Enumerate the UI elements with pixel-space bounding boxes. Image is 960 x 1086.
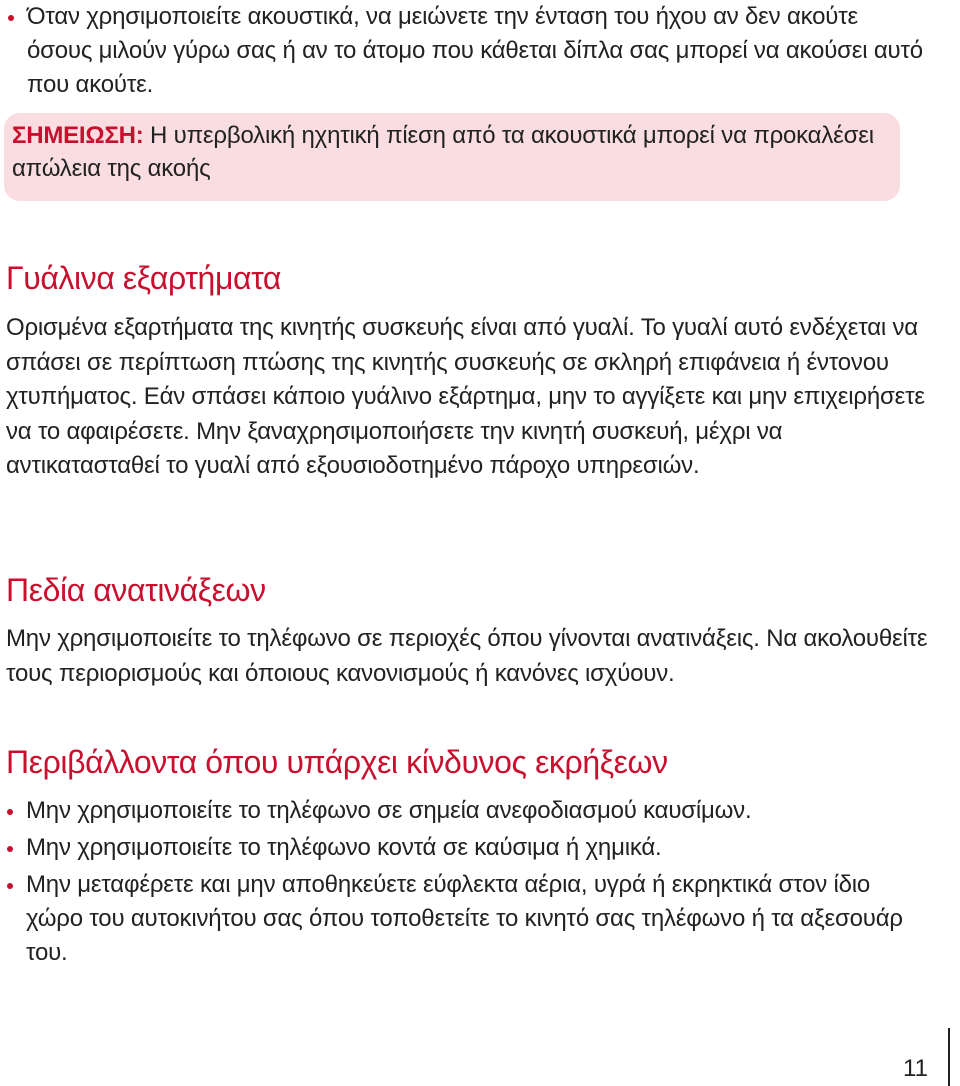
glass-parts-heading: Γυάλινα εξαρτήματα [6, 260, 281, 296]
note-text [12, 119, 892, 185]
explosive-atmosphere-heading: Περιβάλλοντα όπου υπάρχει κίνδυνος εκρήξεων [6, 744, 668, 780]
blasting-area-heading: Πεδία ανατινάξεων [6, 572, 266, 608]
bullet-dot-icon [8, 15, 14, 21]
note-body: Η υπερβολική ηχητική πίεση από τα ακουστικά μπορεί να προκαλέσει απώλεια της ακοής [12, 122, 874, 182]
page-number: 11 [903, 1055, 928, 1082]
headphone-volume-bullet [5, 0, 927, 102]
list-item-text: Μην χρησιμοποιείτε το τηλέφωνο κοντά σε καύσιμα ή χημικά. [26, 834, 662, 861]
bullet-dot-icon [7, 846, 13, 852]
glass-parts-paragraph: Ορισμένα εξαρτήματα της κινητής συσκευής είναι από γυαλί. Το γυαλί αυτό ενδέχεται να σπάσει σε περίπτωση πτώσης της κινητής συσκευής σε σκληρή επιφάνεια ή έντονου χτυπήματος. Εάν σπάσει κάποιο γυάλινο εξάρτημα, μην το αγγίξετε και μην επιχειρήσετε να το αφαιρέσετε. Μην ξαναχρησιμοποιήσετε την κινητή συσκευή, μέχρι να αντικατασταθεί το γυαλί από εξουσιοδοτημένο πάροχο υπηρεσιών. [6, 314, 925, 479]
page-number-divider [948, 1028, 950, 1086]
bullet-dot-icon [7, 809, 13, 815]
blasting-area-paragraph: Μην χρησιμοποιείτε το τηλέφωνο σε περιοχές όπου γίνονται ανατινάξεις. Να ακολουθείτε τους περιορισμούς και όποιους κανονισμούς ή κανόνες ισχύουν. [6, 625, 928, 687]
bullet-dot-icon [7, 883, 13, 889]
headphone-volume-text: Όταν χρησιμοποιείτε ακουστικά, να μειώνετε την ένταση του ήχου αν δεν ακούτε όσους μιλούν γύρω σας ή αν το άτομο που κάθεται δίπλα σας μπορεί να ακούσει αυτό που ακούτε. [27, 3, 923, 98]
list-item-text: Μην χρησιμοποιείτε το τηλέφωνο σε σημεία ανεφοδιασμού καυσίμων. [26, 797, 752, 824]
note-label: ΣΗΜΕΙΩΣΗ: [12, 122, 144, 149]
explosive-atmosphere-list [4, 794, 904, 973]
list-item [4, 868, 904, 970]
list-item [4, 831, 904, 865]
list-item [4, 794, 904, 828]
list-item-text: Μην μεταφέρετε και μην αποθηκεύετε εύφλεκτα αέρια, υγρά ή εκρηκτικά στον ίδιο χώρο του αυτοκινήτου σας όπου τοποθετείτε το κινητό σας τηλέφωνο ή τα αξεσουάρ του. [26, 871, 903, 966]
